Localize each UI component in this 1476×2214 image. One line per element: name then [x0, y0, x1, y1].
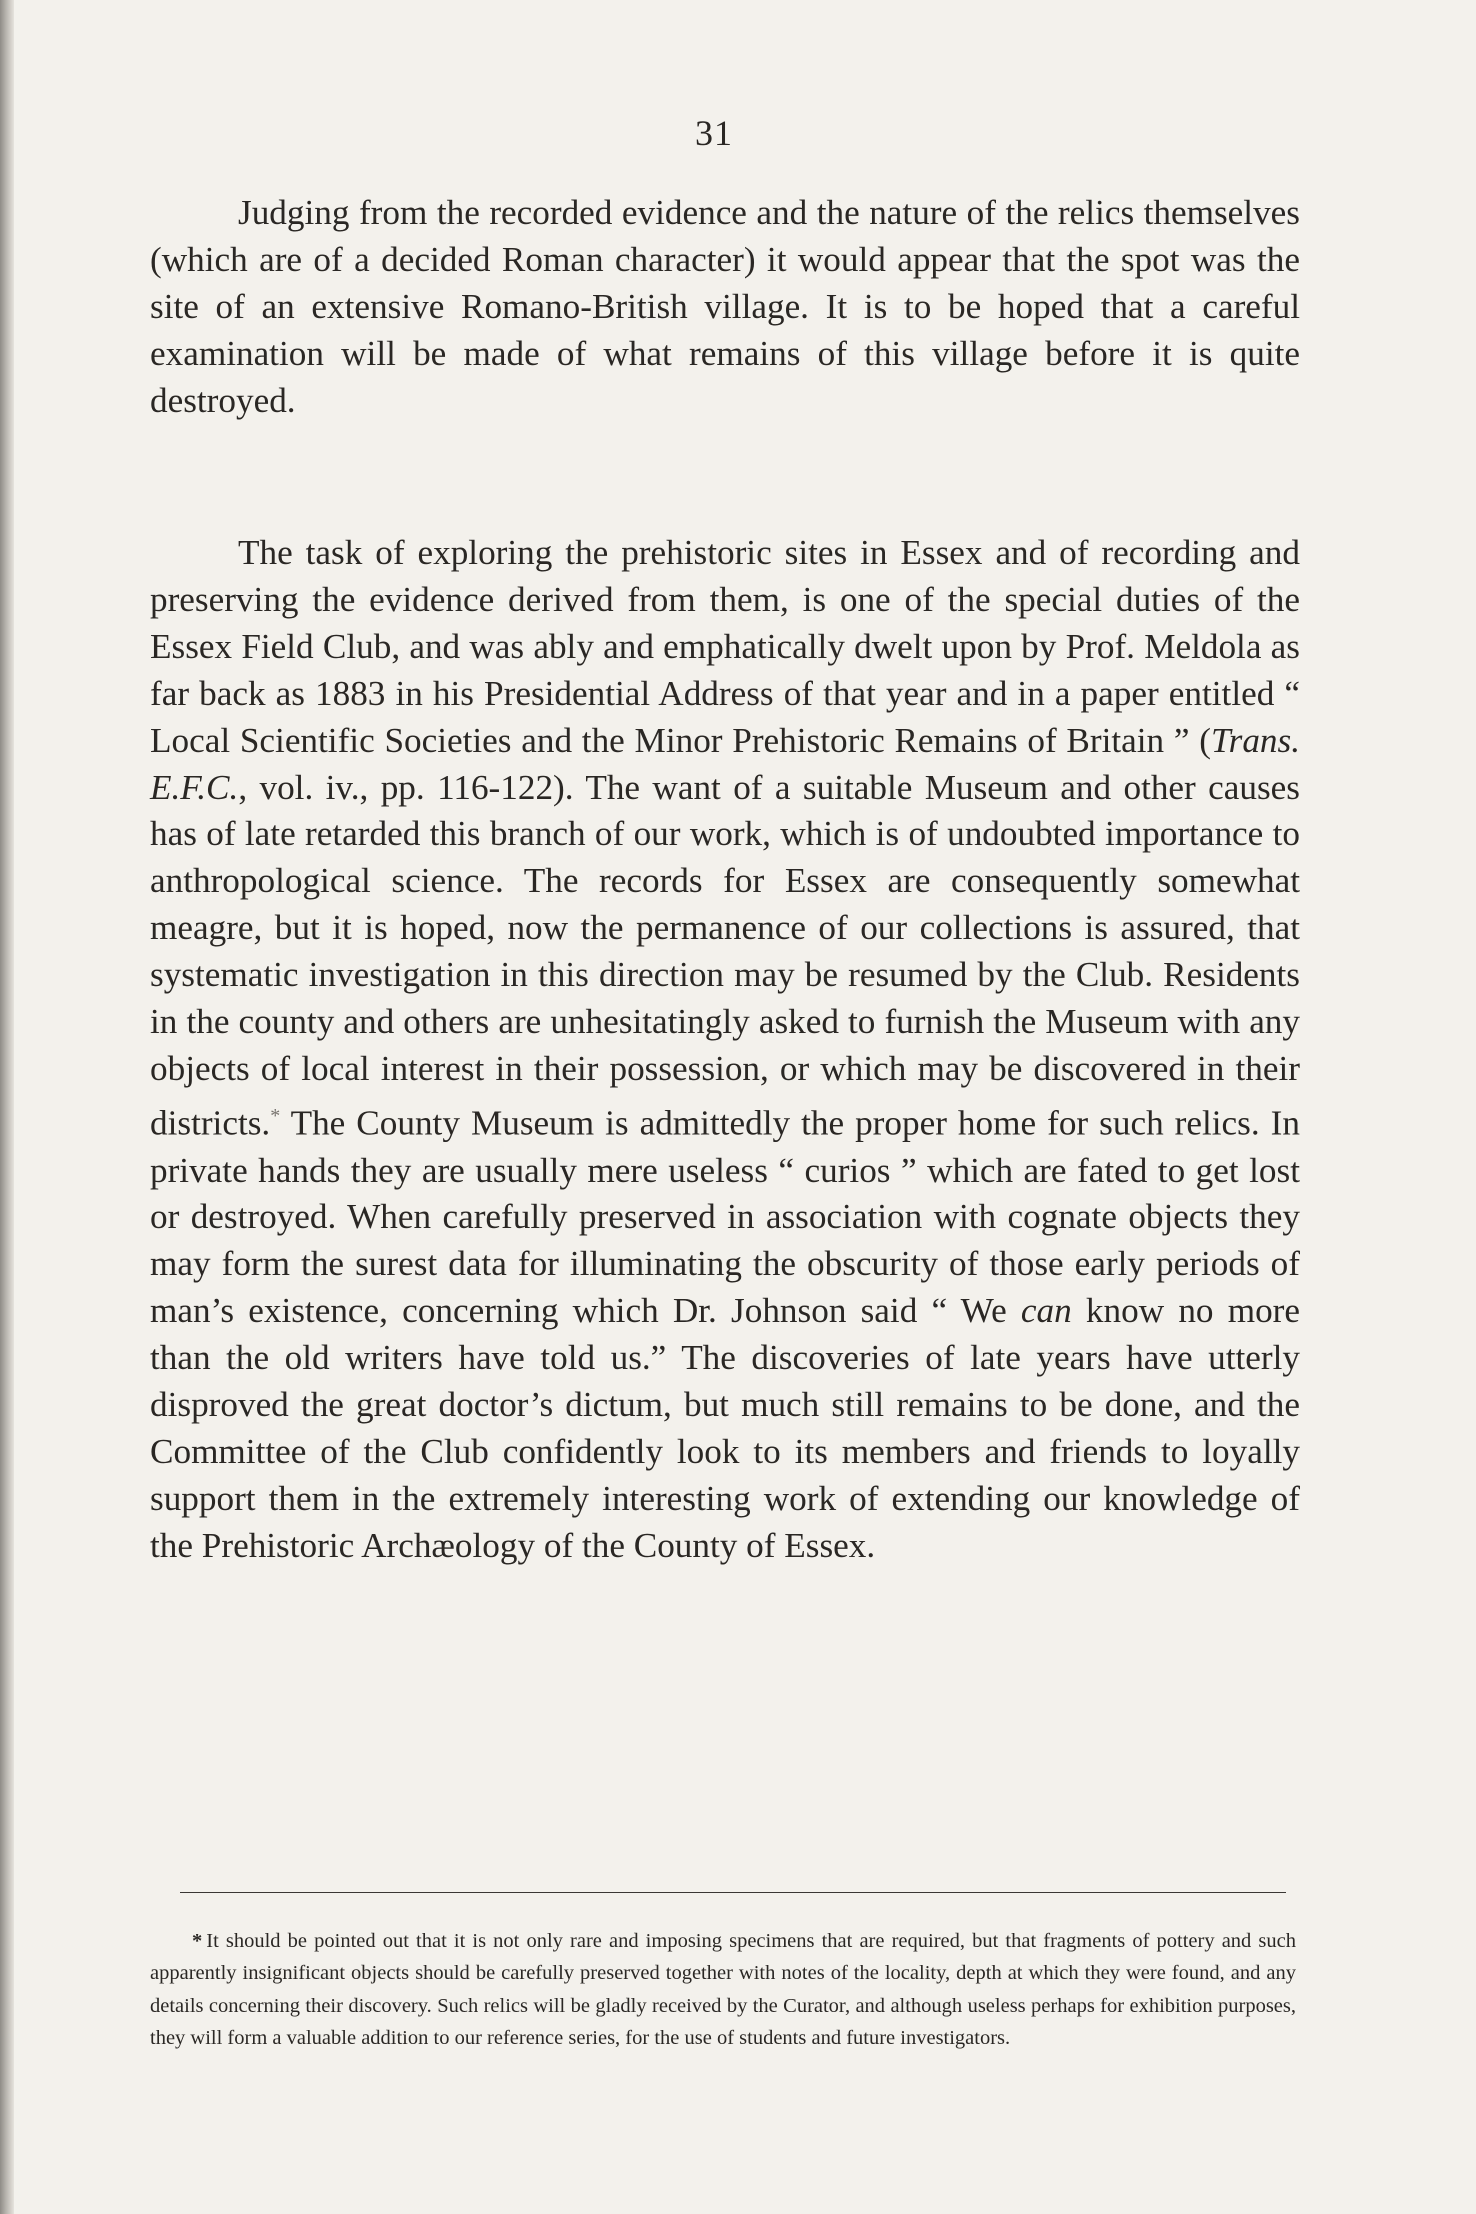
paragraph-2-part-1: The task of exploring the prehistoric sites in Essex and of recording and preserving the evidence derived from them, is one of the special duties of the Essex Field Club, and was ably and emphatically dwelt upon by Prof. Meldola as far back as 1883 in his Presidential Address of that year and in a paper entitled “ Local Scientific Societies and the Minor Prehistoric Remains of Britain ” (	[150, 533, 1300, 760]
paragraph-2-part-2: , vol. iv., pp. 116-122). The want of a suitable Museum and other causes has of late retarded this branch of our work, which is of undoubted importance to anthropological science. The records for Essex are consequently somewhat meagre, but it is hoped, now the permanence of our collections is assured, that systematic investigation in this direction may be resumed by the Club. Residents in the county and others are unhesitatingly asked to furnish the Museum with any objects of local interest in their possession, or which may be discovered in their districts.	[150, 767, 1300, 1143]
binding-edge	[0, 0, 14, 2214]
footnote-text: It should be pointed out that it is not only rare and imposing specimens that are required, but that fragments of pottery and such apparently insignificant objects should be carefully preserved together with notes of the locality, depth at which they were found, and any details concerning their discovery. Such relics will be gladly received by the Curator, and although useless perhaps for exhibition purposes, they will form a valuable addition to our reference series, for the use of students and future investigators.	[150, 1930, 1296, 2050]
paragraph-romano-british-village	[150, 190, 1300, 425]
footnote	[150, 1925, 1296, 2055]
paragraph-2-part-4: know no more than the old writers have told us.” The discoveries of late years have utterly disproved the great doctor’s dictum, but much still remains to be done, and the Committee of the Club confidently look to its members and friends to loyally support them in the extremely interesting work of extending our knowledge of the Prehistoric Archæology of the County of Essex.	[150, 1291, 1301, 1565]
footnote-reference-marker: *	[270, 1104, 281, 1127]
citation-trans-efc: Trans. E.F.C.	[150, 720, 1300, 807]
footnote-marker: *	[192, 1930, 203, 1952]
paragraph-prehistoric-sites	[150, 530, 1300, 1570]
page-number: 31	[695, 113, 733, 153]
footnote-divider	[180, 1892, 1286, 1893]
emphasis-can: can	[1020, 1291, 1072, 1331]
paragraph-2-part-3: The County Museum is admittedly the proper home for such relics. In private hands they are usually mere useless “ curios ” which are fated to get lost or destroyed. When carefully preserved in association with cognate objects they may form the surest data for illuminating the obscurity of those early periods of man’s existence, concerning which Dr. Johnson said “ We	[150, 1103, 1300, 1331]
paragraph-1-text: Judging from the recorded evidence and the nature of the relics themselves (which are of a decided Roman character) it would appear that the spot was the site of an extensive Romano-British village. It is to be hoped that a careful examination will be made of what remains of this village before it is quite destroyed.	[150, 193, 1300, 420]
